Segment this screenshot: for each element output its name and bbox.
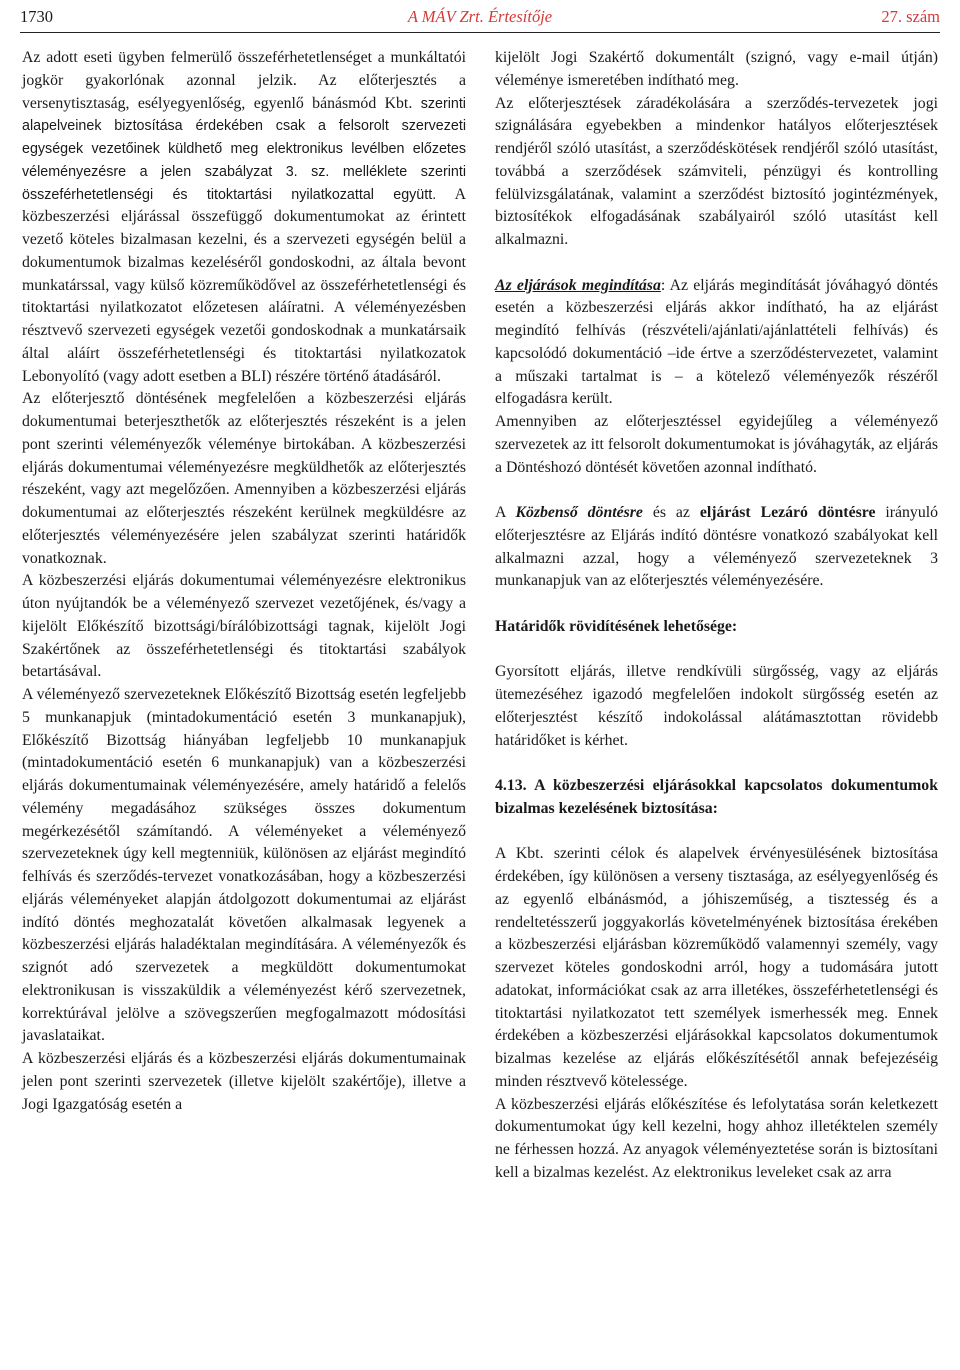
emphasis: Közbenső döntésre	[515, 504, 643, 521]
emphasis: eljárást Lezáró döntésre	[699, 504, 876, 521]
section-heading: 4.13. A közbeszerzési eljárásokkal kapcsolatos dokumentumok bizalmas kezelésének biztosítása:	[495, 777, 938, 817]
text-segment: irányuló előterjesztésre az Eljárás indító döntésre vonatkozó szabályokat kell alkalmazni azzal, hogy a véleményező szervezeteknek 3 munkanapjuk van az előterjesztés véleményezésére.	[495, 504, 939, 590]
left-column	[22, 47, 466, 1116]
spacer	[495, 639, 938, 662]
text-segment: A	[495, 504, 516, 521]
paragraph: A közbeszerzési eljárás dokumentumai véleményezésre elektronikus úton nyújtandók be a véleményező szervezet vezetőjének, és/vagy a kijelölt Előkészítő bizottsági/bírálóbizottsági tagnak, kijelölt Jogi Szakértőnek az összeférhetetlenségi és titoktartási szabályok betartásával.	[22, 572, 466, 681]
section-label: Az eljárások megindítása	[495, 276, 661, 294]
page-number: 1730	[20, 7, 53, 26]
page-header	[20, 5, 940, 29]
paragraph: kijelölt Jogi Szakértő dokumentált (szignó, vagy e-mail útján) véleménye ismeretében indítható meg.	[495, 49, 938, 89]
paragraph: Gyorsított eljárás, illetve rendkívüli sürgősség, vagy az eljárás ütemezéséhez igazodó megfelelően indokolt sürgősség esetén az előterjesztést készítő indokolással alátámasztottan rövidebb határidőket is kérhet.	[495, 663, 938, 749]
text-segment-sans: szerinti alapelveinek biztosítása érdekében csak a felsorolt szervezeti egységek vezetőinek küldhető meg elektronikus levélben előzetes véleményezésre a jelen szabályzat 3. sz. melléklete szerinti összeférhetetlenségi és titoktartási nyilatkozattal együtt.	[22, 95, 466, 203]
paragraph	[22, 47, 466, 388]
paragraph: A Kbt. szerinti célok és alapelvek érvényesülésének biztosítása érdekében, így különösen a verseny tisztasága, az esélyegyenlőség és az egyenlő elbánásmód, a jóhiszeműség, a tisztesség és a rendeltetésszerű joggyakorlás követelményének biztosítása érekében a közbeszerzési eljárásban közreműködő valamennyi személy, vagy szervezet köteles gondoskodni arról, hogy a tudomására jutott adatokat, információkat csak az arra illetékes, összeférhetetlenségi és titoktartási nyilatkozatot tett személyek ismerhessék meg. Ennek érdekében a közbeszerzési eljárásokkal kapcsolatos dokumentumok bizalmas kezelése az eljárás előkészítésétől annak befejezéséig minden résztvevő kötelessége.	[495, 845, 938, 1090]
paragraph: A közbeszerzési eljárás és a közbeszerzési eljárás dokumentumainak jelen pont szerinti szervezetek (illetve kijelölt szakértője), illetve a Jogi Igazgatóság esetén a	[22, 1050, 466, 1113]
spacer	[495, 752, 938, 775]
paragraph: A véleményező szervezeteknek Előkészítő Bizottság esetén legfeljebb 5 munkanapjuk (mintadokumentáció esetén 3 munkanapjuk), Előkészítő Bizottság hiányában legfeljebb 10 munkanapjuk (mintadokumentáció esetén 6 munkanapjuk) van a közbeszerzési eljárás dokumentumainak véleményezésére, amely határidő a felelős vélemény megadásához szükséges összes dokumentum megérkezésétől számítandó. A véleményeket a véleményező szervezeteknek úgy kell megtenniük, különösen az eljárást megindító felhívás és szerződés-tervezet vonatkozásában, hogy a közbeszerzési eljárás véleményeket alapján átdolgozott dokumentumai az eljárást indító döntés meghozatalát követően alkalmasak legyenek a közbeszerzési eljárás haladéktalan megindítására. A véleményezők és szignót adó szervezetek a megküldött dokumentumokat elektronikusan is visszaküldik a véleményezést kérő szervezetnek, korrektúrával jelölve a szövegszerűen megfogalmazott módosítási javaslataikat.	[22, 686, 466, 1045]
spacer	[495, 479, 938, 502]
text-segment: Az adott eseti ügyben felmerülő összeférhetetlenséget a munkáltatói jogkör gyakorlónak azonnal jelzik. Az előterjesztés a versenytisztaság, esélyegyenlőség, egyenlő bánásmód Kbt.	[22, 49, 466, 112]
paragraph: A közbeszerzési eljárás előkészítése és lefolytatása során keletkezett dokumentumokat úgy kell kezelni, hogy ahhoz illetéktelen személy ne férhessen hozzá. Az anyagok véleményeztetése során is biztosítani kell a bizalmas kezelést. Az elektronikus leveleket csak az arra	[495, 1095, 938, 1181]
paragraph	[495, 502, 938, 593]
text-segment: : Az eljárás megindítását jóváhagyó döntés esetén a közbeszerzési eljárás akkor indítható, ha az eljárást megindító felhívás (részvételi/ajánlati/ajánlattételi felhívás) és kapcsolódó dokumentáció –ide értve a szerződéstervezetet, valamint a műszaki tartalmat is – a kötelező véleményezők részéről elfogadásra került.	[495, 276, 938, 408]
paragraph: Az előterjesztések záradékolására a szerződés-tervezetek jogi szignálására egyebekben a mindenkor hatályos előterjesztések rendjéről szóló utasítást, a szerződéskötések rendjéről szóló utasítást, továbbá a szerződések számviteli, pénzügyi és kontrolling felülvizsgálatának, valamint a szerződést biztosító jogintézmények, biztosítékok elfogadásának szabályairól szóló utasítást kell alkalmazni.	[495, 94, 938, 248]
section-heading: Határidők rövidítésének lehetősége:	[495, 617, 738, 635]
header-rule	[20, 32, 940, 33]
spacer	[495, 593, 938, 616]
spacer	[495, 821, 938, 844]
spacer	[495, 252, 938, 275]
paragraph: Az előterjesztő döntésének megfelelően a közbeszerzési eljárás dokumentumai beterjeszthetők az előterjesztés részeként is a jelen pont szerinti véleményezők véleménye birtokában. A közbeszerzési eljárás dokumentumai véleményezésre megküldhetők az előterjesztés részeként, vagy azt megelőzően. Amennyiben a közbeszerzési eljárás dokumentumai az előterjesztés részeként kerülnek megküldésre az előterjesztés véleményezésére jelen szabályzat szerinti határidők vonatkoznak.	[22, 390, 466, 567]
text-segment: és az	[642, 504, 700, 521]
paragraph: Amennyiben az előterjesztéssel egyidejűleg a véleményező szervezetek az itt felsorolt dokumentumokat is jóváhagyták, az eljárás a Döntéshozó döntését követően azonnal indítható.	[495, 413, 938, 476]
text-segment: A közbeszerzési eljárással összefüggő dokumentumokat az érintett vezető köteles bizalmasan kezelni, és a szervezeti egységén belül a dokumentumok bizalmas kezeléséről gondoskodni, az általa bevont munkatárssal, vagy külső közreműködővel az összeférhetetlenségi és titoktartási nyilatkozatot előzetesen aláíratni. A véleményezésben résztvevő szervezeti egységek vezetői gondoskodnak a munkatársaik által aláírt összeférhetetlenségi és titoktartási nyilatkozatok Lebonyolító (vagy adott esetben a BLI) részére történő átadásáról.	[22, 185, 467, 385]
right-column	[495, 47, 938, 1185]
paragraph	[495, 275, 938, 412]
journal-title: A MÁV Zrt. Értesítője	[407, 7, 553, 26]
issue-number: 27. szám	[881, 7, 940, 26]
